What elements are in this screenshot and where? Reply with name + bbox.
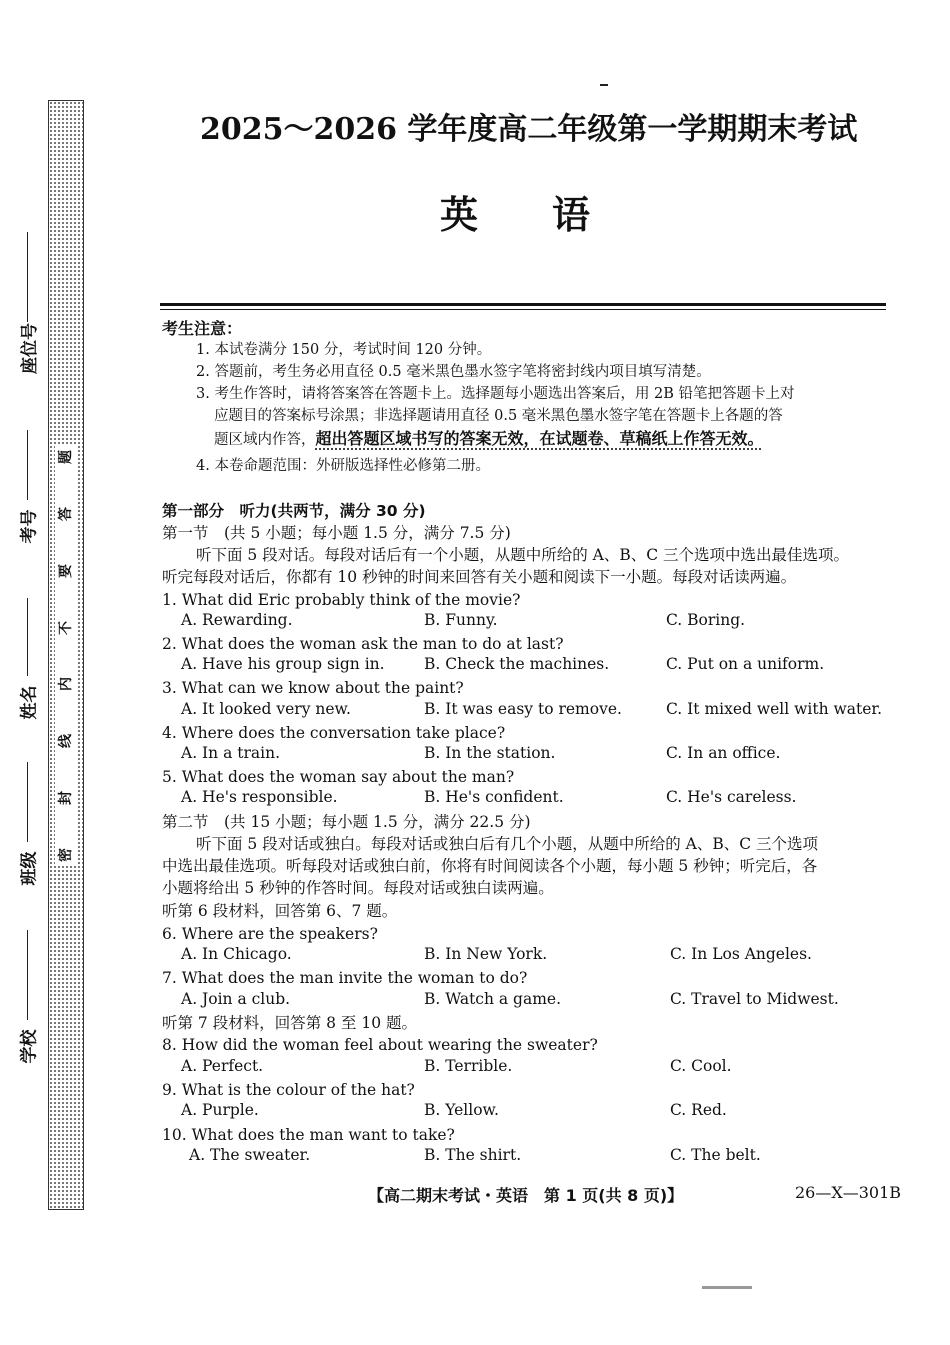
- option-a: A. Join a club.: [181, 990, 291, 1008]
- scan-mark: [600, 84, 608, 86]
- option-c: C. In Los Angeles.: [670, 945, 812, 963]
- seal-line-text: [55, 446, 77, 866]
- option-a: A. It looked very new.: [181, 700, 351, 718]
- seal-char: 要: [58, 563, 74, 578]
- fill-line: [27, 430, 28, 500]
- header-rule: [160, 309, 886, 310]
- section1-heading: 第一节 (共 5 小题；每小题 1.5 分，满分 7.5 分): [162, 524, 511, 542]
- fill-line: [27, 762, 28, 842]
- question-stem: 5. What does the woman say about the man?: [162, 768, 515, 786]
- option-a: A. In a train.: [181, 744, 280, 762]
- option-a: A. In Chicago.: [181, 945, 292, 963]
- question-stem: 9. What is the colour of the hat?: [162, 1081, 415, 1099]
- option-a: A. He's responsible.: [181, 788, 338, 806]
- question-stem: 7. What does the man invite the woman to do?: [162, 969, 528, 987]
- seal-char: 线: [58, 734, 74, 749]
- section2-instruction: 小题将给出 5 秒钟的作答时间。每段对话或独白读两遍。: [162, 879, 554, 897]
- option-b: B. In New York.: [424, 945, 548, 963]
- part1-heading: 第一部分 听力(共两节，满分 30 分): [162, 502, 426, 520]
- seat-number-label: 座位号: [19, 323, 40, 374]
- notice-item: 3. 考生作答时，请将答案答在答题卡上。选择题每小题选出答案后，用 2B 铅笔把答题卡上对: [196, 386, 795, 402]
- option-a: A. Have his group sign in.: [181, 655, 385, 673]
- exam-title: 2025～2026 学年度高二年级第一学期期末考试: [200, 112, 858, 147]
- material-heading: 听第 7 段材料，回答第 8 至 10 题。: [162, 1014, 418, 1032]
- seal-char: 封: [58, 791, 74, 806]
- question-stem: 2. What does the woman ask the man to do at last?: [162, 635, 564, 653]
- name-field[interactable]: [12, 598, 42, 729]
- school-label: 学校: [19, 1029, 40, 1064]
- question-stem: 3. What can we know about the paint?: [162, 679, 464, 697]
- seal-char: 密: [58, 847, 74, 862]
- class-label: 班级: [19, 851, 40, 886]
- fill-line: [27, 232, 28, 322]
- option-c: C. In an office.: [666, 744, 781, 762]
- option-a: A. The sweater.: [189, 1146, 311, 1164]
- option-b: B. Watch a game.: [424, 990, 562, 1008]
- option-b: B. Terrible.: [424, 1057, 513, 1075]
- section2-heading: 第二节 (共 15 小题；每小题 1.5 分，满分 22.5 分): [162, 813, 531, 831]
- exam-number-label: 考号: [19, 509, 40, 544]
- scan-mark: [702, 1286, 752, 1289]
- notice-text: 题区域内作答，: [214, 432, 316, 448]
- notice-item: 4. 本卷命题范围：外研版选择性必修第二册。: [196, 458, 490, 474]
- question-stem: 8. How did the woman feel about wearing the sweater?: [162, 1036, 598, 1054]
- question-stem: 6. Where are the speakers?: [162, 925, 378, 943]
- question-stem: 4. Where does the conversation take place?: [162, 724, 506, 742]
- option-c: C. Travel to Midwest.: [670, 990, 839, 1008]
- notice-emphasis: 超出答题区域书写的答案无效，在试题卷、草稿纸上作答无效。: [315, 429, 764, 448]
- seat-number-field[interactable]: [12, 232, 42, 375]
- section1-instruction: 听下面 5 段对话。每段对话后有一个小题，从题中所给的 A、B、C 三个选项中选出最佳选项。: [196, 546, 850, 564]
- subject-title: 英语: [440, 193, 665, 237]
- section1-instruction: 听完每段对话后，你都有 10 秒钟的时间来回答有关小题和阅读下一小题。每段对话读两遍。: [162, 568, 797, 586]
- option-c: C. Put on a uniform.: [666, 655, 825, 673]
- option-b: B. Yellow.: [424, 1101, 499, 1119]
- section2-instruction: 中选出最佳选项。听每段对话或独白前，你将有时间阅读各个小题，每小题 5 秒钟；听完后，各: [162, 857, 818, 875]
- option-a: A. Rewarding.: [181, 611, 293, 629]
- option-b: B. Check the machines.: [424, 655, 610, 673]
- material-heading: 听第 6 段材料，回答第 6、7 题。: [162, 902, 398, 920]
- seal-char: 答: [58, 506, 74, 521]
- seal-char: 不: [58, 620, 74, 635]
- notice-item-line: [214, 428, 764, 451]
- fill-line: [27, 930, 28, 1020]
- exam-number-field[interactable]: [12, 430, 42, 553]
- class-field[interactable]: [12, 762, 42, 895]
- section2-instruction: 听下面 5 段对话或独白。每段对话或独白后有几个小题，从题中所给的 A、B、C 三个选项: [196, 835, 819, 853]
- seal-char: 内: [58, 677, 74, 692]
- option-c: C. Boring.: [666, 611, 746, 629]
- seal-char: 题: [58, 450, 74, 464]
- option-a: A. Purple.: [181, 1101, 259, 1119]
- page-footer: 【高二期末考试・英语 第 1 页(共 8 页)】: [368, 1186, 684, 1205]
- school-field[interactable]: [12, 930, 42, 1073]
- option-a: A. Perfect.: [181, 1057, 264, 1075]
- question-stem: 10. What does the man want to take?: [162, 1126, 455, 1144]
- notice-item: 1. 本试卷满分 150 分，考试时间 120 分钟。: [196, 342, 492, 358]
- option-c: C. He's careless.: [666, 788, 797, 806]
- option-c: C. It mixed well with water.: [666, 700, 883, 718]
- name-label: 姓名: [19, 685, 40, 720]
- notice-item: 应题目的答案标号涂黑；非选择题请用直径 0.5 毫米黑色墨水签字笔在答题卡上各题的答: [214, 408, 783, 424]
- option-b: B. It was easy to remove.: [424, 700, 622, 718]
- fill-line: [27, 598, 28, 676]
- header-rule: [160, 303, 886, 306]
- notice-heading: 考生注意：: [162, 319, 243, 338]
- option-b: B. He's confident.: [424, 788, 564, 806]
- question-stem: 1. What did Eric probably think of the movie?: [162, 591, 521, 609]
- option-c: C. Red.: [670, 1101, 727, 1119]
- option-c: C. Cool.: [670, 1057, 732, 1075]
- paper-code: 26—X—301B: [795, 1183, 902, 1202]
- notice-item: 2. 答题前，考生务必用直径 0.5 毫米黑色墨水签字笔将密封线内项目填写清楚。: [196, 364, 711, 380]
- option-b: B. In the station.: [424, 744, 556, 762]
- option-c: C. The belt.: [670, 1146, 761, 1164]
- option-b: B. Funny.: [424, 611, 498, 629]
- option-b: B. The shirt.: [424, 1146, 522, 1164]
